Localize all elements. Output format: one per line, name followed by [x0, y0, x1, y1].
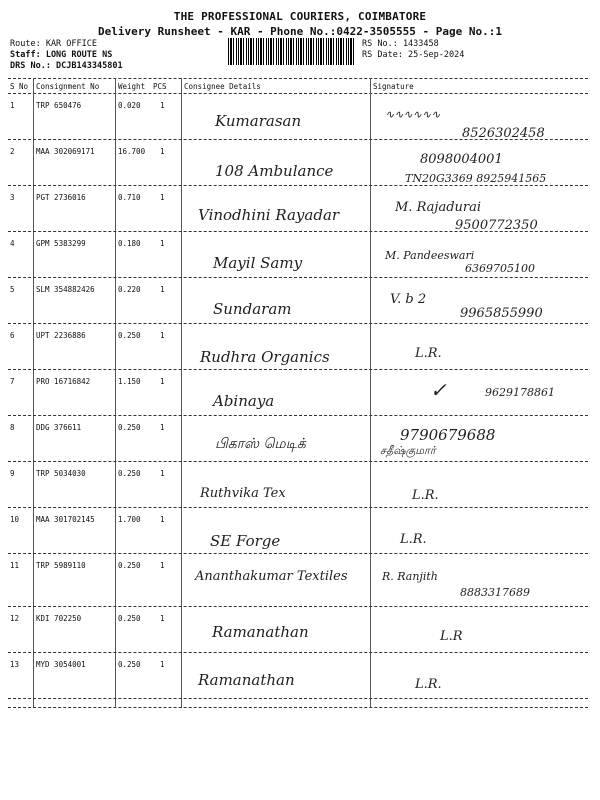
row-consignment-no: KDI 702250: [36, 614, 82, 623]
row-consignee: Ramanathan: [212, 623, 309, 641]
row-consignment-no: UPT 2236886: [36, 331, 86, 340]
row-rule: [8, 698, 588, 699]
table-row: [0, 188, 600, 231]
row-pcs: 1: [160, 469, 165, 478]
table-row: [0, 464, 600, 507]
row-rule: [8, 231, 588, 232]
row-pcs: 1: [160, 193, 165, 202]
row-consignment-no: MAA 302069171: [36, 147, 95, 156]
table-row: [0, 326, 600, 369]
row-signature: M. Pandeeswari: [385, 249, 475, 262]
row-sno: 4: [10, 239, 15, 248]
row-sno: 2: [10, 147, 15, 156]
table-row: [0, 418, 600, 461]
row-signature: R. Ranjith: [382, 570, 438, 583]
row-rule: [8, 461, 588, 462]
row-signature: V. b 2: [390, 292, 427, 307]
row-sno: 8: [10, 423, 15, 432]
drs-number: DRS No.: DCJB143345801: [10, 61, 123, 71]
row-consignment-no: MYD 3054001: [36, 660, 86, 669]
column-header-consignee: Consignee Details: [184, 82, 261, 91]
row-consignment-no: TRP 5034030: [36, 469, 86, 478]
row-weight: 0.020: [118, 101, 141, 110]
row-consignee: 108 Ambulance: [215, 162, 334, 180]
table-row: [0, 556, 600, 599]
column-header-pcs: PCS: [153, 82, 167, 91]
row-signature: L.R.: [412, 488, 439, 503]
row-sno: 3: [10, 193, 15, 202]
row-sno: 9: [10, 469, 15, 478]
row-consignee: Rudhra Organics: [200, 348, 330, 366]
row-rule: [8, 652, 588, 653]
column-header-weight: Weight: [118, 82, 146, 91]
row-signature-phone: 8883317689: [460, 586, 530, 599]
row-rule: [8, 277, 588, 278]
column-header-consignment: Consignment No: [36, 82, 100, 91]
row-weight: 0.250: [118, 614, 141, 623]
runsheet-header-subtitle: Delivery Runsheet - KAR - Phone No.:0422-3505555 - Page No.:1: [98, 25, 502, 38]
row-weight: 1.150: [118, 377, 141, 386]
row-consignment-no: DDG 376611: [36, 423, 82, 432]
table-row: [0, 142, 600, 185]
row-pcs: 1: [160, 331, 165, 340]
row-weight: 0.250: [118, 331, 141, 340]
row-signature: 8098004001: [420, 152, 503, 167]
row-rule: [8, 185, 588, 186]
row-consignment-no: TRP 5989110: [36, 561, 86, 570]
table-row: [0, 609, 600, 652]
row-rule: [8, 507, 588, 508]
row-weight: 0.220: [118, 285, 141, 294]
row-pcs: 1: [160, 377, 165, 386]
row-signature: L.R.: [415, 677, 442, 692]
row-rule: [8, 323, 588, 324]
row-weight: 0.250: [118, 469, 141, 478]
rs-number: RS No.: 1433458: [362, 39, 439, 49]
row-signature: 9790679688: [400, 426, 496, 444]
table-row: [0, 655, 600, 698]
table-row: [0, 280, 600, 323]
row-consignee: Ruthvika Tex: [200, 486, 286, 501]
row-consignee: Mayil Samy: [213, 254, 303, 272]
row-consignee: Kumarasan: [215, 112, 302, 130]
table-row: [0, 96, 600, 139]
table-row: [0, 510, 600, 553]
row-signature: L.R.: [415, 346, 442, 361]
table-bottom-rule: [8, 707, 588, 708]
row-sno: 11: [10, 561, 20, 570]
row-pcs: 1: [160, 101, 165, 110]
table-header-rule: [8, 93, 588, 94]
row-signature-phone: 9500772350: [455, 218, 538, 233]
row-pcs: 1: [160, 147, 165, 156]
row-consignee: பிகாஸ் மெடிக்: [215, 436, 306, 452]
row-signature: L.R.: [400, 532, 427, 547]
row-signature-scribble: ✓: [430, 378, 447, 402]
table-row: [0, 372, 600, 415]
row-rule: [8, 553, 588, 554]
row-sno: 6: [10, 331, 15, 340]
row-sno: 7: [10, 377, 15, 386]
row-rule: [8, 369, 588, 370]
row-pcs: 1: [160, 614, 165, 623]
table-row: [0, 234, 600, 277]
row-consignee: Sundaram: [213, 300, 292, 318]
row-weight: 16.700: [118, 147, 146, 156]
row-consignment-no: PRO 16716842: [36, 377, 91, 386]
row-signature-phone: 9965855990: [460, 306, 543, 321]
row-consignee: SE Forge: [210, 532, 281, 550]
row-consignee: Abinaya: [213, 392, 275, 410]
row-weight: 0.250: [118, 423, 141, 432]
row-sno: 12: [10, 614, 20, 623]
rs-date: RS Date: 25-Sep-2024: [362, 50, 465, 60]
route-label: Route: KAR OFFICE: [10, 39, 97, 49]
column-header-sno: S No: [10, 82, 29, 91]
row-pcs: 1: [160, 561, 165, 570]
row-consignment-no: MAA 301702145: [36, 515, 95, 524]
row-sno: 13: [10, 660, 20, 669]
row-pcs: 1: [160, 660, 165, 669]
staff-label: Staff: LONG ROUTE NS: [10, 50, 113, 60]
row-signature-name: சதீஷ்குமார்: [380, 444, 436, 457]
row-pcs: 1: [160, 239, 165, 248]
row-sno: 10: [10, 515, 20, 524]
row-signature: L.R: [440, 629, 463, 644]
row-consignee: Vinodhini Rayadar: [198, 206, 340, 224]
row-weight: 0.250: [118, 660, 141, 669]
row-signature: 8526302458: [462, 126, 545, 141]
row-rule: [8, 606, 588, 607]
row-sno: 1: [10, 101, 15, 110]
row-weight: 0.250: [118, 561, 141, 570]
row-consignment-no: TRP 650476: [36, 101, 82, 110]
row-pcs: 1: [160, 285, 165, 294]
table-top-rule: [8, 78, 588, 79]
row-signature-extra: TN20G3369 8925941565: [405, 172, 547, 185]
row-consignment-no: PGT 2736016: [36, 193, 86, 202]
row-weight: 0.710: [118, 193, 141, 202]
row-consignment-no: GPM 5383299: [36, 239, 86, 248]
row-pcs: 1: [160, 423, 165, 432]
row-weight: 0.180: [118, 239, 141, 248]
row-rule: [8, 415, 588, 416]
row-pcs: 1: [160, 515, 165, 524]
row-sno: 5: [10, 285, 15, 294]
column-header-signature: Signature: [373, 82, 414, 91]
row-signature-scribble: ∿∿∿∿∿∿: [385, 108, 441, 121]
row-signature: 9629178861: [485, 386, 555, 399]
row-consignee: Ananthakumar Textiles: [195, 569, 348, 584]
runsheet-header-title: THE PROFESSIONAL COURIERS, COIMBATORE: [173, 10, 427, 23]
row-consignee: Ramanathan: [198, 671, 295, 689]
row-signature-phone: 6369705100: [465, 262, 535, 275]
row-consignment-no: SLM 354882426: [36, 285, 95, 294]
row-rule: [8, 139, 588, 140]
row-weight: 1.700: [118, 515, 141, 524]
barcode: [228, 38, 356, 65]
row-signature: M. Rajadurai: [395, 200, 482, 215]
